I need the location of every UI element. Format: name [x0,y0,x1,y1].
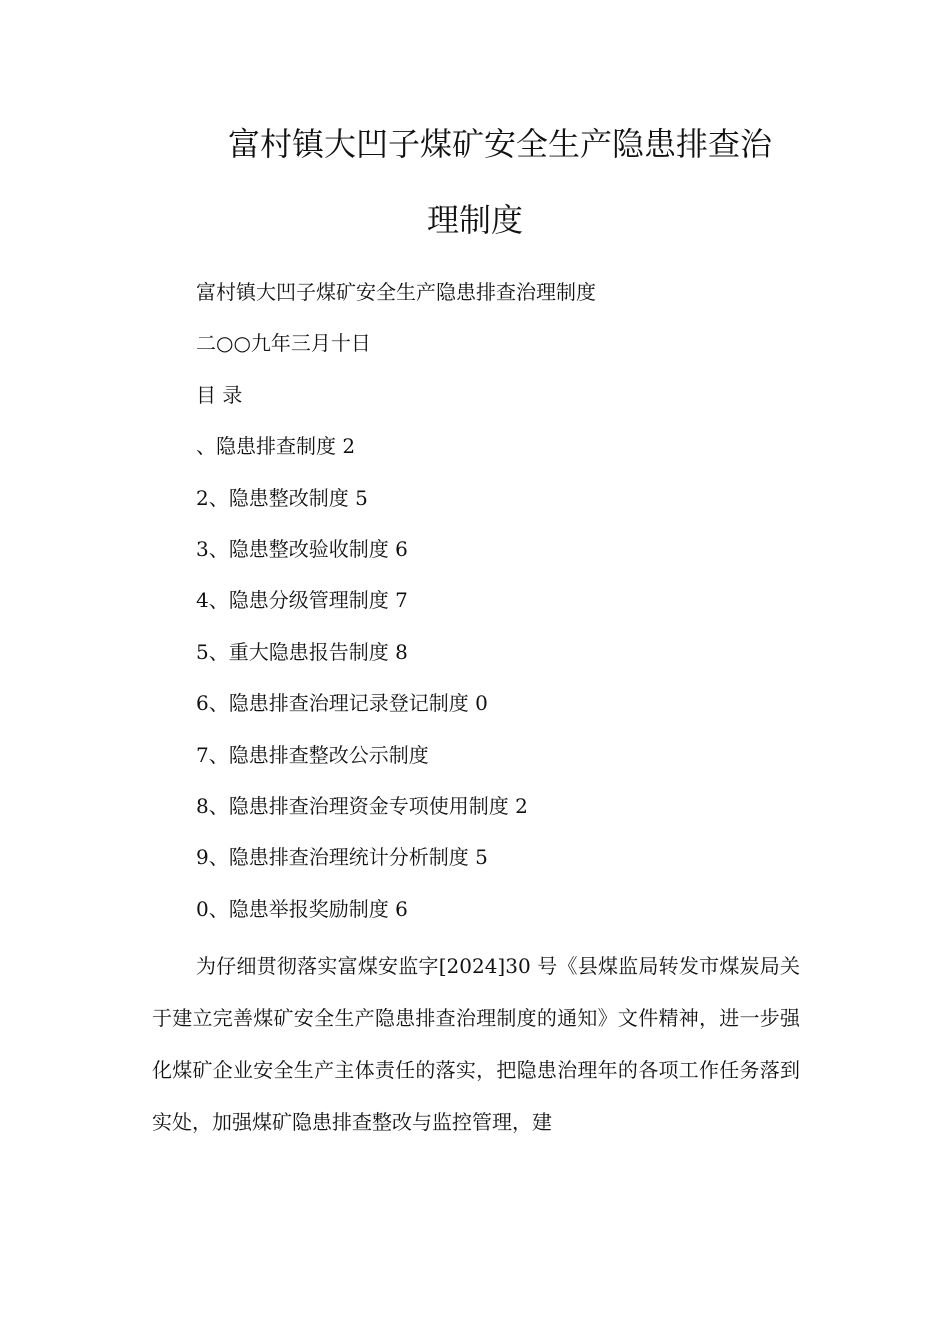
toc-item: 9、隐患排查治理统计分析制度 5 [196,845,488,870]
toc-item: 7、隐患排查整改公示制度 [196,742,429,767]
body-paragraph: 为仔细贯彻落实富煤安监字[2024]30 号《县煤监局转发市煤炭局关于建立完善煤矿安全生产隐患排查治理制度的通知》文件精神，进一步强化煤矿企业安全生产主体责任的落实，把隐患治理年的各项工作任务落到实处，加强煤矿隐患排查整改与监控管理，建 [152,954,800,1134]
toc-item: 3、隐患整改验收制度 6 [196,536,408,561]
toc-item: 2、隐患整改制度 5 [196,485,368,510]
table-of-contents [196,275,596,943]
toc-item: 5、重大隐患报告制度 8 [196,639,408,664]
toc-item: 0、隐患举报奖励制度 6 [196,896,408,921]
document-title-line-1: 富村镇大凹子煤矿安全生产隐患排查治 [228,125,773,163]
subtitle: 富村镇大凹子煤矿安全生产隐患排查治理制度 [196,280,596,304]
toc-heading: 目 录 [196,382,243,407]
toc-item: 8、隐患排查治理资金专项使用制度 2 [196,793,528,818]
toc-item: 6、隐患排查治理记录登记制度 0 [196,691,488,716]
document-title-line-2: 理制度 [426,201,523,239]
toc-item: 、隐患排查制度 2 [196,434,356,459]
document-date: 二○○九年三月十日 [196,331,371,356]
toc-item: 4、隐患分级管理制度 7 [196,588,408,613]
